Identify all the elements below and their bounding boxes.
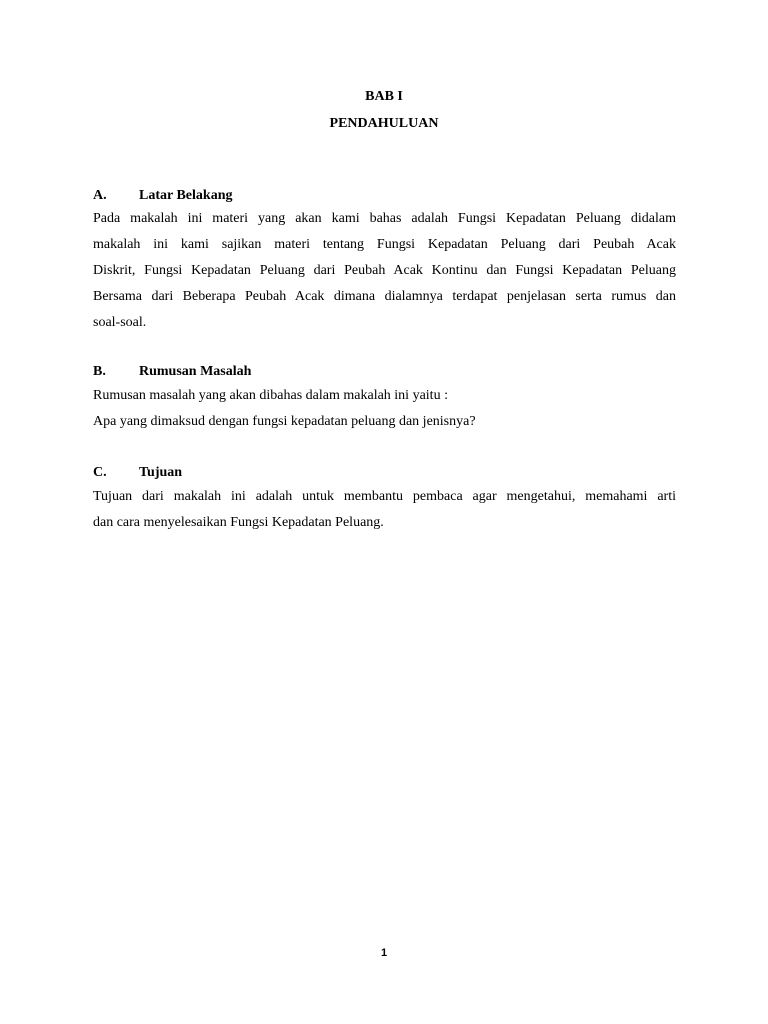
paragraph-line: Pada makalah ini materi yang akan kami bahas adalah Fungsi Kepadatan Peluang didalam bbox=[93, 211, 676, 226]
section-a-letter: A. bbox=[93, 188, 107, 203]
page-number: 1 bbox=[380, 947, 388, 959]
section-c-letter: C. bbox=[93, 465, 107, 480]
paragraph-line: Diskrit, Fungsi Kepadatan Peluang dari Peubah Acak Kontinu dan Fungsi Kepadatan Peluang bbox=[93, 263, 676, 278]
paragraph-line: dan cara menyelesaikan Fungsi Kepadatan Peluang. bbox=[93, 515, 384, 530]
chapter-title: PENDAHULUAN bbox=[329, 116, 439, 131]
section-b-line: Rumusan masalah yang akan dibahas dalam makalah ini yaitu : bbox=[93, 388, 448, 403]
paragraph-line: Bersama dari Beberapa Peubah Acak dimana dialamnya terdapat penjelasan serta rumus dan bbox=[93, 289, 676, 304]
section-b-letter: B. bbox=[93, 364, 106, 379]
paragraph-line: Tujuan dari makalah ini adalah untuk membantu pembaca agar mengetahui, memahami arti bbox=[93, 489, 676, 504]
section-b-title: Rumusan Masalah bbox=[139, 364, 252, 379]
paragraph-line: soal-soal. bbox=[93, 315, 147, 330]
paragraph-line: makalah ini kami sajikan materi tentang Fungsi Kepadatan Peluang dari Peubah Acak bbox=[93, 237, 676, 252]
section-a-title: Latar Belakang bbox=[139, 188, 233, 203]
chapter-number: BAB I bbox=[365, 89, 403, 104]
section-a-paragraph bbox=[93, 206, 676, 336]
section-b-heading bbox=[93, 363, 251, 381]
section-c-heading bbox=[93, 464, 182, 482]
section-c-title: Tujuan bbox=[139, 465, 183, 480]
section-b-line: Apa yang dimaksud dengan fungsi kepadatan peluang dan jenisnya? bbox=[93, 414, 476, 429]
section-c-paragraph bbox=[93, 484, 676, 536]
section-a-heading bbox=[93, 187, 232, 205]
